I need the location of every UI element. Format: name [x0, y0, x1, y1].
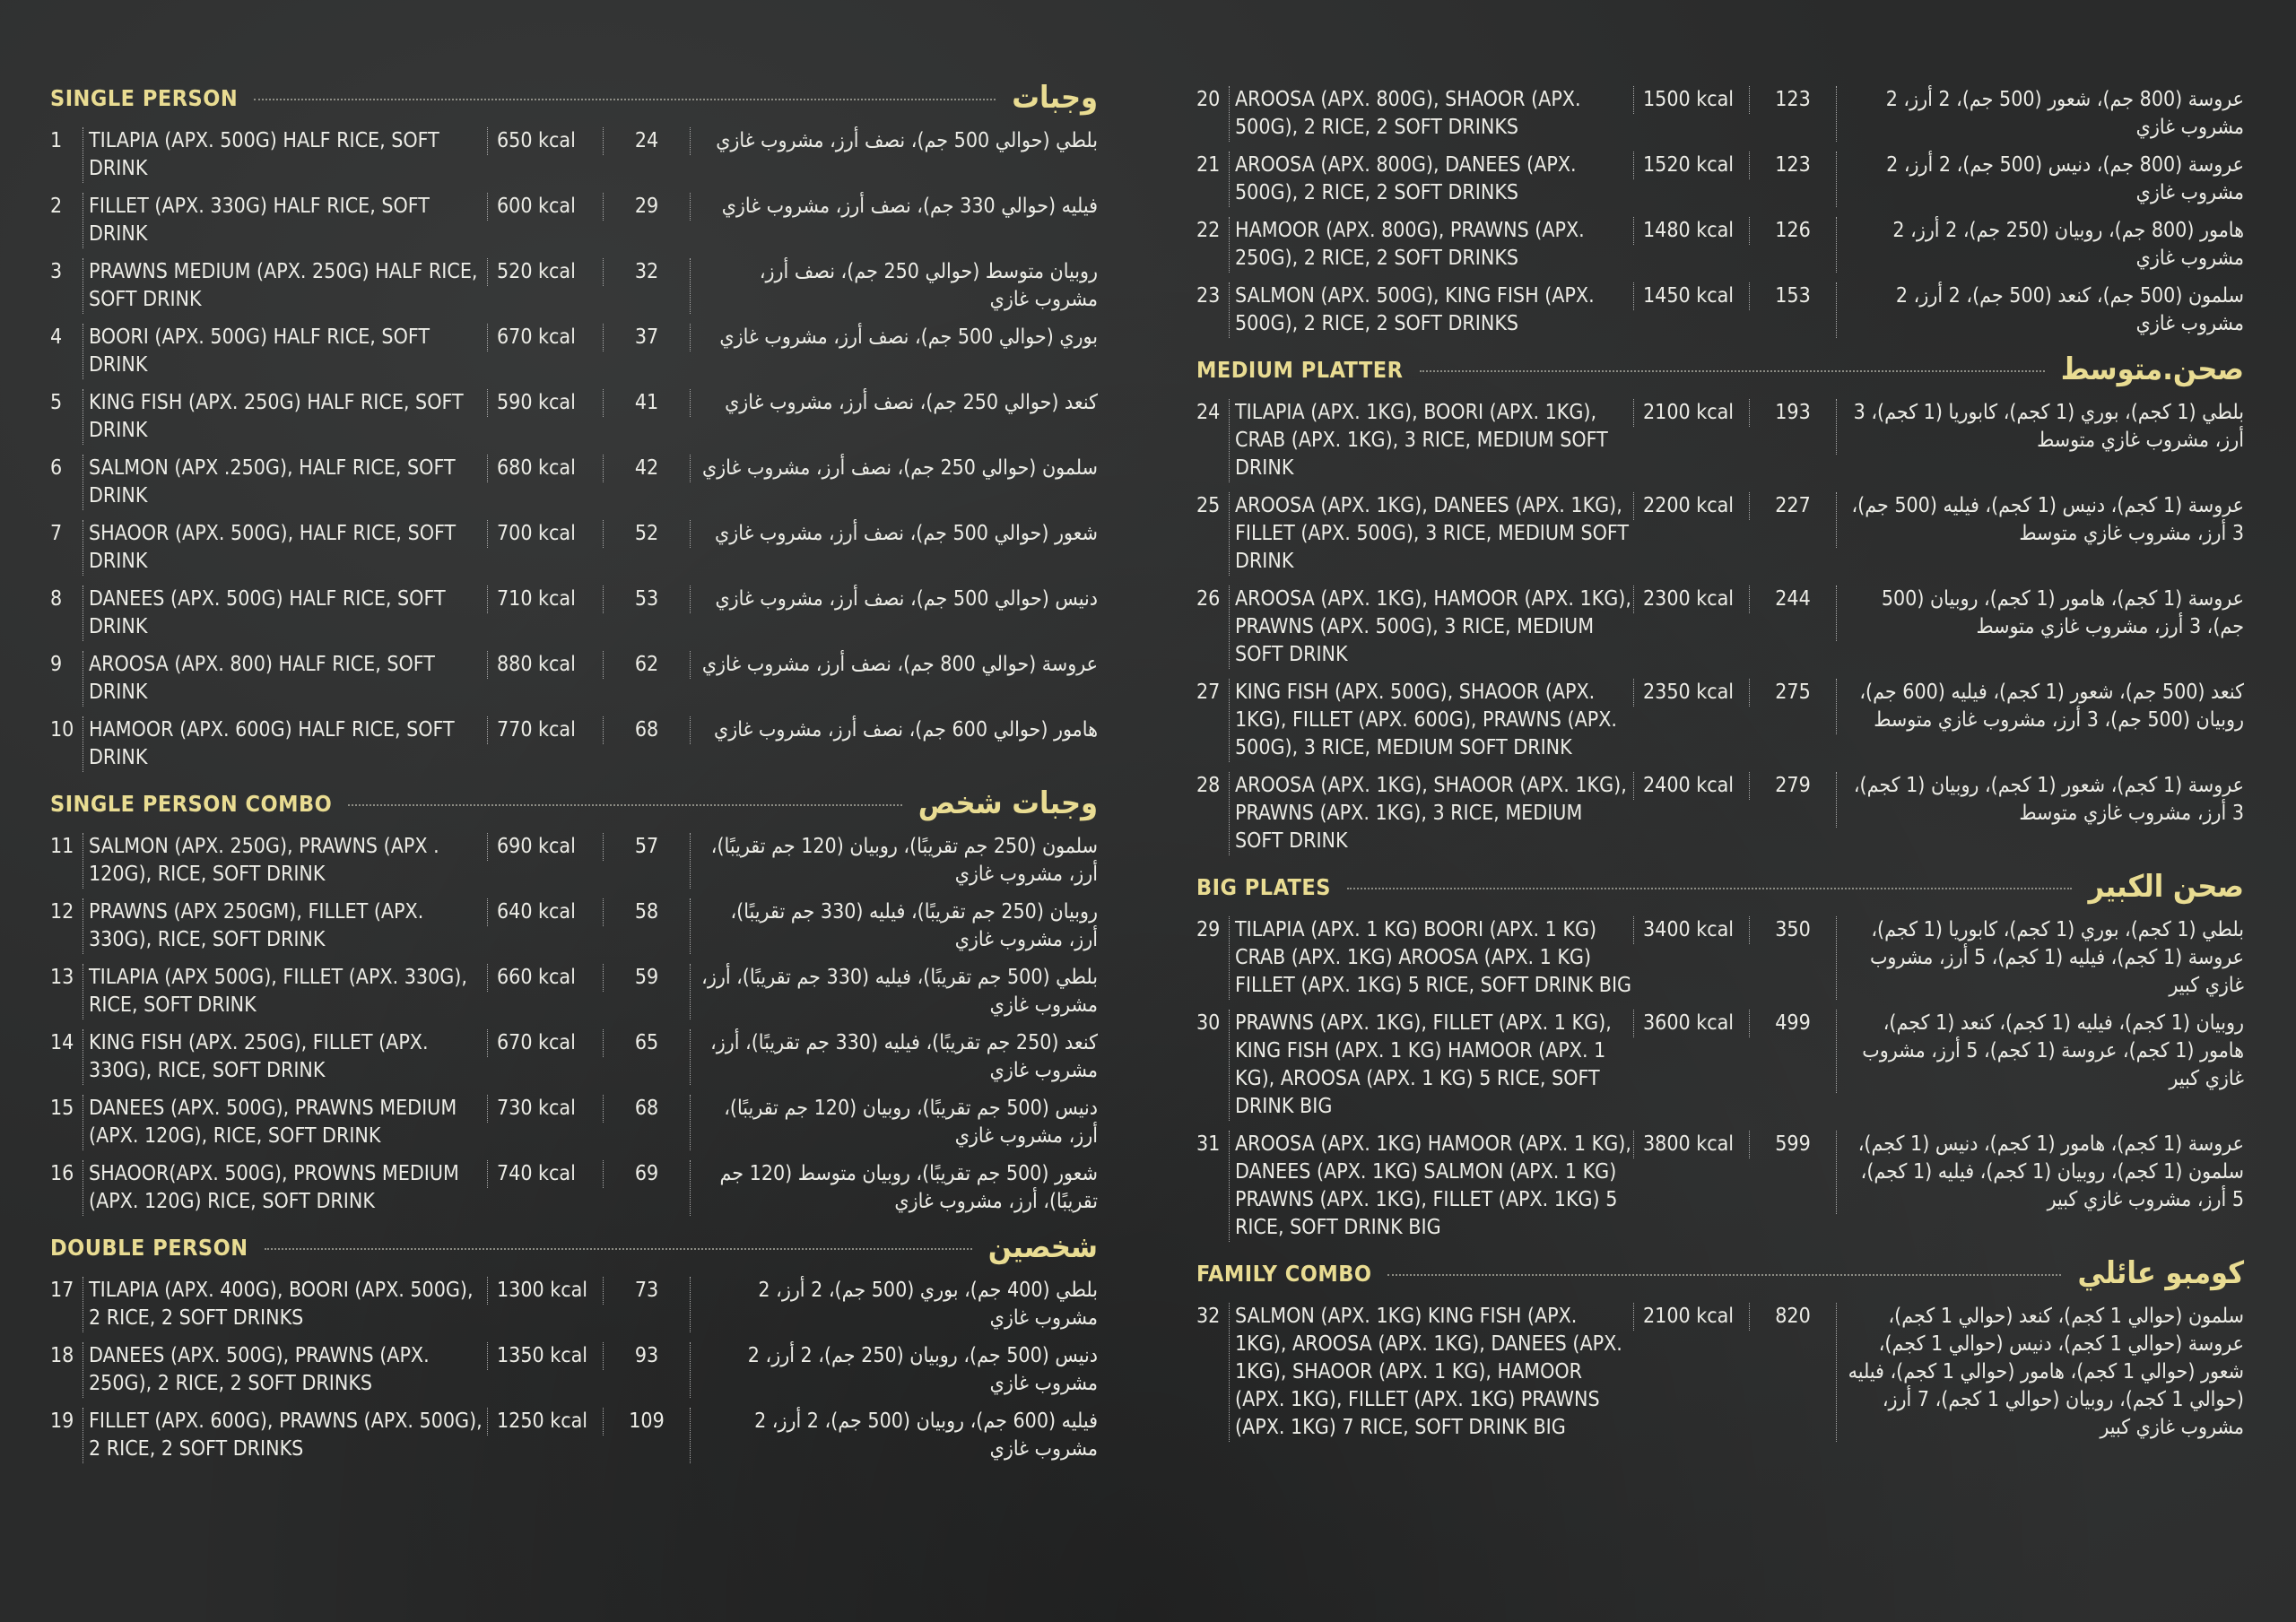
item-calories: 2200 kcal [1633, 492, 1749, 520]
item-price: 59 [603, 964, 690, 992]
menu-item [50, 585, 1098, 641]
item-number: 4 [50, 325, 63, 349]
dotted-divider [1387, 1274, 2061, 1276]
section-title-en: FAMILY COMBO [1196, 1260, 1372, 1287]
item-calories: 770 kcal [487, 716, 603, 744]
item-list [1196, 1303, 2244, 1442]
menu-item [1196, 679, 2244, 762]
dotted-divider [1420, 370, 2045, 372]
item-price: 279 [1749, 772, 1836, 800]
item-calories: 700 kcal [487, 520, 603, 548]
item-description-en: SALMON (APX. 500G), KING FISH (APX. 500G), 2 RICE, 2 SOFT DRINKS [1229, 282, 1633, 338]
item-description-ar: روبيان متوسط (حوالي 250 جم)، نصف أرز، مشروب غازي [690, 258, 1098, 314]
item-description-ar: بلطي (500 جم تقريبًا)، فيليه (330 جم تقريبًا)، أرز، مشروب غازي [690, 964, 1098, 1019]
menu-item [50, 258, 1098, 314]
item-price: 73 [603, 1277, 690, 1305]
section-header [50, 783, 1098, 824]
item-calories: 650 kcal [487, 127, 603, 155]
menu-item [50, 1408, 1098, 1463]
item-price: 123 [1749, 152, 1836, 179]
item-calories: 880 kcal [487, 651, 603, 679]
section-header [1196, 349, 2244, 390]
item-calories: 690 kcal [487, 833, 603, 861]
item-description-en: SALMON (APX. 250G), PRAWNS (APX . 120G), RICE, SOFT DRINK [83, 833, 487, 889]
item-calories: 3600 kcal [1633, 1010, 1749, 1037]
dotted-divider [265, 1248, 972, 1250]
item-calories: 1480 kcal [1633, 217, 1749, 245]
item-price: 53 [603, 585, 690, 613]
item-calories: 590 kcal [487, 389, 603, 417]
section-header [1196, 1253, 2244, 1294]
item-description-ar: بلطي (حوالي 500 جم)، نصف أرز، مشروب غازي [690, 127, 1098, 155]
menu-item [1196, 217, 2244, 273]
item-description-ar: روبيان (1 كجم)، فيليه (1 كجم)، كنعد (1 كجم)، هامور (1 كجم)، عروسة (1 كجم)، 5 أرز، مشروب غازي كبير [1836, 1010, 2244, 1093]
item-list [50, 1277, 1098, 1463]
item-number: 2 [50, 195, 63, 218]
item-calories: 600 kcal [487, 193, 603, 221]
item-price: 41 [603, 389, 690, 417]
item-description-ar: عروسة (1 كجم)، شعور (1 كجم)، روبيان (1 كجم)، 3 أرز، مشروب غازي متوسط [1836, 772, 2244, 828]
item-description-en: AROOSA (APX. 800) HALF RICE, SOFT DRINK [83, 651, 487, 707]
item-description-ar: بوري (حوالي 500 جم)، نصف أرز، مشروب غازي [690, 324, 1098, 351]
menu-item [1196, 1303, 2244, 1442]
menu-section [1196, 1253, 2244, 1442]
item-number: 15 [50, 1097, 74, 1120]
item-list [1196, 916, 2244, 1242]
item-description-ar: دنيس (500 جم تقريبًا)، روبيان (120 جم تقريبًا)، أرز، مشروب غازي [690, 1095, 1098, 1150]
item-calories: 1500 kcal [1633, 86, 1749, 114]
item-price: 52 [603, 520, 690, 548]
item-calories: 640 kcal [487, 898, 603, 926]
item-number: 28 [1196, 774, 1221, 797]
item-number: 25 [1196, 494, 1221, 517]
item-description-ar: عروسة (1 كجم)، دنيس (1 كجم)، فيليه (500 جم)، 3 أرز، مشروب غازي متوسط [1836, 492, 2244, 548]
item-calories: 3400 kcal [1633, 916, 1749, 944]
item-price: 244 [1749, 585, 1836, 613]
item-description-en: AROOSA (APX. 800G), DANEES (APX. 500G), 2 RICE, 2 SOFT DRINKS [1229, 152, 1633, 207]
item-calories: 1350 kcal [487, 1342, 603, 1370]
item-number: 18 [50, 1344, 74, 1367]
item-list [1196, 86, 2244, 338]
item-number: 32 [1196, 1305, 1221, 1328]
item-price: 68 [603, 1095, 690, 1123]
item-calories: 680 kcal [487, 455, 603, 482]
item-description-ar: شعور (حوالي 500 جم)، نصف أرز، مشروب غازي [690, 520, 1098, 548]
item-description-en: PRAWNS (APX. 1KG), FILLET (APX. 1 KG), KING FISH (APX. 1 KG) HAMOOR (APX. 1 KG), AROOSA (APX. 1 KG) 5 RICE, SOFT DRINK BIG [1229, 1010, 1633, 1121]
menu-item [50, 1095, 1098, 1150]
item-number: 27 [1196, 681, 1221, 704]
section-title-en: DOUBLE PERSON [50, 1234, 248, 1261]
item-price: 275 [1749, 679, 1836, 707]
item-number: 12 [50, 900, 74, 924]
left-column [50, 77, 1098, 1474]
item-description-en: AROOSA (APX. 1KG), SHAOOR (APX. 1KG), PRAWNS (APX. 1KG), 3 RICE, MEDIUM SOFT DRINK [1229, 772, 1633, 855]
item-description-ar: عروسة (حوالي 800 جم)، نصف أرز، مشروب غازي [690, 651, 1098, 679]
item-calories: 730 kcal [487, 1095, 603, 1123]
item-description-ar: كنعد (حوالي 250 جم)، نصف أرز، مشروب غازي [690, 389, 1098, 417]
section-title-ar: وجبات [1012, 80, 1098, 116]
item-list [1196, 399, 2244, 855]
menu-section [1196, 86, 2244, 338]
item-description-en: AROOSA (APX. 800G), SHAOOR (APX. 500G), 2 RICE, 2 SOFT DRINKS [1229, 86, 1633, 142]
item-description-ar: عروسة (800 جم)، شعور (500 جم)، 2 أرز، 2 مشروب غازي [1836, 86, 2244, 142]
item-calories: 660 kcal [487, 964, 603, 992]
menu-item [50, 1342, 1098, 1398]
item-description-en: HAMOOR (APX. 800G), PRAWNS (APX. 250G), 2 RICE, 2 SOFT DRINKS [1229, 217, 1633, 273]
item-description-ar: عروسة (800 جم)، دنيس (500 جم)، 2 أرز، 2 مشروب غازي [1836, 152, 2244, 207]
menu-item [1196, 772, 2244, 855]
item-number: 30 [1196, 1011, 1221, 1035]
dotted-divider [348, 804, 901, 806]
item-description-ar: بلطي (400 جم)، بوري (500 جم)، 2 أرز، 2 مشروب غازي [690, 1277, 1098, 1332]
item-calories: 670 kcal [487, 1029, 603, 1057]
item-description-en: AROOSA (APX. 1KG), DANEES (APX. 1KG), FILLET (APX. 500G), 3 RICE, MEDIUM SOFT DRINK [1229, 492, 1633, 576]
item-number: 31 [1196, 1132, 1221, 1156]
item-description-ar: روبيان (250 جم تقريبًا)، فيليه (330 جم تقريبًا)، أرز، مشروب غازي [690, 898, 1098, 954]
item-description-en: PRAWNS (APX 250GM), FILLET (APX. 330G), RICE, SOFT DRINK [83, 898, 487, 954]
item-description-en: TILAPIA (APX. 1KG), BOORI (APX. 1KG), CRAB (APX. 1KG), 3 RICE, MEDIUM SOFT DRINK [1229, 399, 1633, 482]
item-description-en: HAMOOR (APX. 600G) HALF RICE, SOFT DRINK [83, 716, 487, 772]
menu-item [1196, 1131, 2244, 1242]
item-description-ar: فيليه (حوالي 330 جم)، نصف أرز، مشروب غازي [690, 193, 1098, 221]
item-number: 10 [50, 718, 74, 742]
menu-section [50, 1227, 1098, 1463]
menu-item [1196, 152, 2244, 207]
item-number: 16 [50, 1162, 74, 1185]
menu-item [1196, 585, 2244, 669]
item-calories: 1300 kcal [487, 1277, 603, 1305]
item-number: 8 [50, 587, 63, 611]
item-description-en: SHAOOR (APX. 500G), HALF RICE, SOFT DRINK [83, 520, 487, 576]
item-number: 21 [1196, 153, 1221, 177]
item-calories: 1450 kcal [1633, 282, 1749, 310]
menu-item [50, 833, 1098, 889]
item-calories: 2100 kcal [1633, 1303, 1749, 1331]
item-price: 32 [603, 258, 690, 286]
item-description-en: FILLET (APX. 330G) HALF RICE, SOFT DRINK [83, 193, 487, 248]
section-title-en: BIG PLATES [1196, 873, 1331, 900]
dotted-divider [1347, 888, 2072, 889]
item-description-ar: كنعد (250 جم تقريبًا)، فيليه (330 جم تقريبًا)، أرز، مشروب غازي [690, 1029, 1098, 1085]
section-title-ar: صحن الكبير [2088, 869, 2244, 905]
item-description-en: AROOSA (APX. 1KG) HAMOOR (APX. 1 KG), DANEES (APX. 1KG) SALMON (APX. 1 KG) PRAWNS (APX. 1KG), FILLET (APX. 1KG) 5 RICE, SOFT DRINK BIG [1229, 1131, 1633, 1242]
menu-item [50, 1160, 1098, 1216]
item-price: 62 [603, 651, 690, 679]
menu-item [50, 1277, 1098, 1332]
item-description-ar: دنيس (500 جم)، روبيان (250 جم)، 2 أرز، 2 مشروب غازي [690, 1342, 1098, 1398]
item-description-en: PRAWNS MEDIUM (APX. 250G) HALF RICE, SOFT DRINK [83, 258, 487, 314]
item-number: 24 [1196, 401, 1221, 424]
item-number: 26 [1196, 587, 1221, 611]
menu-section [50, 783, 1098, 1216]
item-description-en: DANEES (APX. 500G) HALF RICE, SOFT DRINK [83, 585, 487, 641]
item-description-en: BOORI (APX. 500G) HALF RICE, SOFT DRINK [83, 324, 487, 379]
dotted-divider [254, 99, 996, 100]
item-price: 24 [603, 127, 690, 155]
item-description-ar: بلطي (1 كجم)، بوري (1 كجم)، كابوريا (1 كجم)، عروسة (1 كجم)، فيليه (1 كجم)، 5 أرز، مشروب غازي كبير [1836, 916, 2244, 1000]
item-description-en: AROOSA (APX. 1KG), HAMOOR (APX. 1KG), PRAWNS (APX. 500G), 3 RICE, MEDIUM SOFT DRINK [1229, 585, 1633, 669]
item-price: 58 [603, 898, 690, 926]
item-price: 93 [603, 1342, 690, 1370]
item-description-ar: شعور (500 جم تقريبًا)، روبيان متوسط (120 جم تقريبًا)، أرز، مشروب غازي [690, 1160, 1098, 1216]
item-description-en: KING FISH (APX. 250G), FILLET (APX. 330G), RICE, SOFT DRINK [83, 1029, 487, 1085]
menu-section [50, 77, 1098, 772]
item-price: 65 [603, 1029, 690, 1057]
item-description-en: TILAPIA (APX 500G), FILLET (APX. 330G), RICE, SOFT DRINK [83, 964, 487, 1019]
section-title-en: SINGLE PERSON COMBO [50, 790, 333, 817]
item-price: 153 [1749, 282, 1836, 310]
item-price: 350 [1749, 916, 1836, 944]
item-price: 37 [603, 324, 690, 351]
menu-item [50, 898, 1098, 954]
item-calories: 740 kcal [487, 1160, 603, 1188]
item-description-ar: بلطي (1 كجم)، بوري (1 كجم)، كابوريا (1 كجم)، 3 أرز، مشروب غازي متوسط [1836, 399, 2244, 455]
section-title-ar: شخصين [987, 1229, 1098, 1265]
item-number: 22 [1196, 219, 1221, 242]
menu-item [50, 193, 1098, 248]
item-price: 123 [1749, 86, 1836, 114]
menu-item [50, 389, 1098, 445]
item-description-ar: سلمون (حوالي 1 كجم)، كنعد (حوالي 1 كجم)، عروسة (حوالي 1 كجم)، دنيس (حوالي 1 كجم)، شعور (حوالي 1 كجم)، هامور (حوالي 1 كجم)، فيليه (حوالي 1 كجم)، روبيان (حوالي 1 كجم)، 7 أرز، مشروب غازي كبير [1836, 1303, 2244, 1442]
item-description-ar: سلمون (حوالي 250 جم)، نصف أرز، مشروب غازي [690, 455, 1098, 482]
item-description-ar: عروسة (1 كجم)، هامور (1 كجم)، دنيس (1 كجم)، سلمون (1 كجم)، روبيان (1 كجم)، فيليه (1 كجم)، 5 أرز، مشروب غازي كبير [1836, 1131, 2244, 1214]
item-price: 68 [603, 716, 690, 744]
item-calories: 2350 kcal [1633, 679, 1749, 707]
menu-item [1196, 492, 2244, 576]
menu-item [50, 716, 1098, 772]
item-price: 57 [603, 833, 690, 861]
item-price: 69 [603, 1160, 690, 1188]
menu-section [1196, 866, 2244, 1242]
item-calories: 2400 kcal [1633, 772, 1749, 800]
item-description-en: FILLET (APX. 600G), PRAWNS (APX. 500G), 2 RICE, 2 SOFT DRINKS [83, 1408, 487, 1463]
section-title-ar: كومبو عائلي [2077, 1255, 2244, 1291]
item-description-ar: فيليه (600 جم)، روبيان (500 جم)، 2 أرز، 2 مشروب غازي [690, 1408, 1098, 1463]
item-calories: 3800 kcal [1633, 1131, 1749, 1158]
item-calories: 520 kcal [487, 258, 603, 286]
item-calories: 2300 kcal [1633, 585, 1749, 613]
item-price: 820 [1749, 1303, 1836, 1331]
menu-item [1196, 1010, 2244, 1121]
menu-item [1196, 916, 2244, 1000]
menu-item [1196, 86, 2244, 142]
item-description-en: TILAPIA (APX. 1 KG) BOORI (APX. 1 KG) CRAB (APX. 1KG) AROOSA (APX. 1 KG) FILLET (APX. 1KG) 5 RICE, SOFT DRINK BIG [1229, 916, 1633, 1000]
right-column [1196, 77, 2244, 1453]
item-number: 7 [50, 522, 63, 545]
item-number: 29 [1196, 918, 1221, 941]
item-number: 23 [1196, 284, 1221, 308]
section-title-en: SINGLE PERSON [50, 84, 239, 111]
menu-item [50, 964, 1098, 1019]
item-list [50, 127, 1098, 772]
item-number: 11 [50, 835, 74, 858]
item-description-en: KING FISH (APX. 500G), SHAOOR (APX. 1KG), FILLET (APX. 600G), PRAWNS (APX. 500G), 3 RICE, MEDIUM SOFT DRINK [1229, 679, 1633, 762]
item-price: 227 [1749, 492, 1836, 520]
item-number: 1 [50, 129, 63, 152]
menu-section [1196, 349, 2244, 855]
item-calories: 1250 kcal [487, 1408, 603, 1436]
item-number: 20 [1196, 88, 1221, 111]
section-header [1196, 866, 2244, 907]
item-price: 109 [603, 1408, 690, 1436]
menu-item [50, 651, 1098, 707]
item-description-en: TILAPIA (APX. 500G) HALF RICE, SOFT DRINK [83, 127, 487, 183]
item-price: 599 [1749, 1131, 1836, 1158]
item-calories: 1520 kcal [1633, 152, 1749, 179]
item-number: 19 [50, 1409, 74, 1433]
section-header [50, 1227, 1098, 1268]
menu-item [50, 1029, 1098, 1085]
menu-item [50, 324, 1098, 379]
item-description-en: DANEES (APX. 500G), PRAWNS MEDIUM (APX. 120G), RICE, SOFT DRINK [83, 1095, 487, 1150]
item-description-en: SALMON (APX .250G), HALF RICE, SOFT DRINK [83, 455, 487, 510]
menu-item [1196, 399, 2244, 482]
item-description-ar: كنعد (500 جم)، شعور (1 كجم)، فيليه (600 جم)، روبيان (500 جم)، 3 أرز، مشروب غازي متوسط [1836, 679, 2244, 734]
item-description-ar: سلمون (250 جم تقريبًا)، روبيان (120 جم تقريبًا)، أرز، مشروب غازي [690, 833, 1098, 889]
item-price: 29 [603, 193, 690, 221]
section-title-ar: صحن.متوسط [2060, 351, 2244, 387]
menu-item [1196, 282, 2244, 338]
item-number: 13 [50, 966, 74, 989]
section-title-ar: وجبات شخص [918, 785, 1098, 821]
menu-item [50, 127, 1098, 183]
item-description-ar: سلمون (500 جم)، كنعد (500 جم)، 2 أرز، 2 مشروب غازي [1836, 282, 2244, 338]
item-description-en: SALMON (APX. 1KG) KING FISH (APX. 1KG), AROOSA (APX. 1KG), DANEES (APX. 1KG), SHAOOR (APX. 1 KG), HAMOOR (APX. 1KG), FILLET (APX. 1KG) PRAWNS (APX. 1KG) 7 RICE, SOFT DRINK BIG [1229, 1303, 1633, 1442]
item-number: 3 [50, 260, 63, 283]
item-calories: 710 kcal [487, 585, 603, 613]
item-description-ar: هامور (800 جم)، روبيان (250 جم)، 2 أرز، 2 مشروب غازي [1836, 217, 2244, 273]
item-price: 126 [1749, 217, 1836, 245]
item-description-en: TILAPIA (APX. 400G), BOORI (APX. 500G), 2 RICE, 2 SOFT DRINKS [83, 1277, 487, 1332]
item-description-en: DANEES (APX. 500G), PRAWNS (APX. 250G), 2 RICE, 2 SOFT DRINKS [83, 1342, 487, 1398]
item-list [50, 833, 1098, 1216]
item-description-ar: عروسة (1 كجم)، هامور (1 كجم)، روبيان (500 جم)، 3 أرز، مشروب غازي متوسط [1836, 585, 2244, 641]
item-number: 6 [50, 456, 63, 480]
menu-item [50, 520, 1098, 576]
item-number: 14 [50, 1031, 74, 1054]
menu-item [50, 455, 1098, 510]
item-calories: 2100 kcal [1633, 399, 1749, 427]
item-price: 193 [1749, 399, 1836, 427]
item-description-en: SHAOOR(APX. 500G), PROWNS MEDIUM (APX. 120G) RICE, SOFT DRINK [83, 1160, 487, 1216]
item-description-ar: دنيس (حوالي 500 جم)، نصف أرز، مشروب غازي [690, 585, 1098, 613]
section-title-en: MEDIUM PLATTER [1196, 356, 1404, 383]
item-price: 42 [603, 455, 690, 482]
section-header [50, 77, 1098, 118]
item-price: 499 [1749, 1010, 1836, 1037]
item-number: 9 [50, 653, 63, 676]
item-number: 17 [50, 1279, 74, 1302]
item-description-ar: هامور (حوالي 600 جم)، نصف أرز، مشروب غازي [690, 716, 1098, 744]
item-number: 5 [50, 391, 63, 414]
item-description-en: KING FISH (APX. 250G) HALF RICE, SOFT DRINK [83, 389, 487, 445]
item-calories: 670 kcal [487, 324, 603, 351]
